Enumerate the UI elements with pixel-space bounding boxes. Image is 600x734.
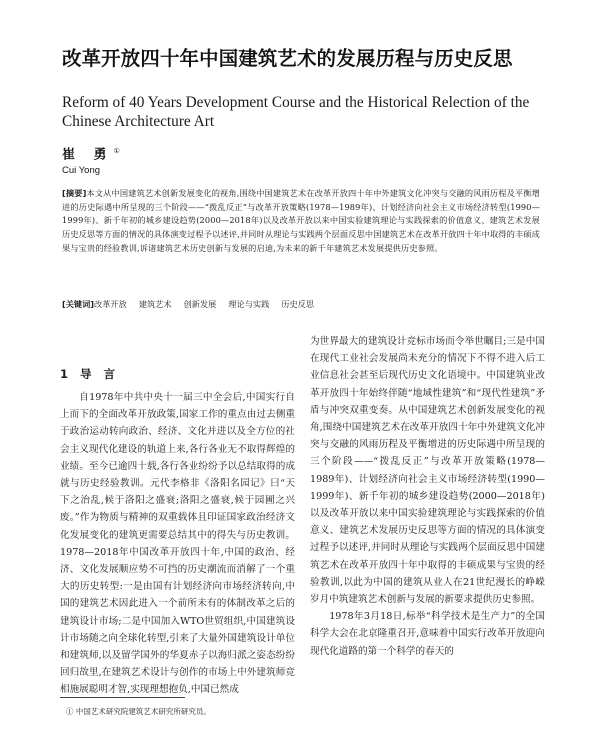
- abstract: [62, 187, 540, 256]
- keyword: 理论与实践: [228, 299, 270, 309]
- body-paragraph: 自1978年中共中央十一届三中全会后,中国实行自上而下的全面改革开放政策,国家工作的重点由过去侧重于政治运动转向政治、经济、文化并进以及全方位的社会主义现代化建设的轨道上来,各行各业无不取得辉煌的业绩。至今已逾四十载,各行各业纷纷予以总结取得的成就与历史经验教训。元代李格非《洛阳名园记》曰“天下之治乱,候于洛阳之盛衰;洛阳之盛衰,候于园圃之兴废。”作为物质与精神的双重载体且印证国家政治经济文化发展变化的建筑更需要总结其中的得失与历史教训。1978—2018年中国改革开放四十年,中国的政治、经济、文化发展顺应势不可挡的历史潮流而消解了一个重大的历史转型:一是由国有计划经济向市场经济转向,中国的建筑艺术因此进入一个前所未有的体制改革之后的建筑设计市场;二是中国加入WTO世贸组织,中国建筑设计市场随之向全球化转型,引来了大量外国建筑设计单位和建筑师,以及留学国外的华夏赤子以海归派之姿态纷纷回归故里,在建筑艺术设计与创作的市场上中外建筑师竞相施展聪明才智,实现理想抱负,中国已然成: [60, 392, 295, 696]
- body-paragraph-continued: 为世界最大的建筑设计竞标市场而令举世瞩目;三是中国在现代工业社会发展尚未充分的情况下不得不进入后工业信息社会甚至后现代历史文化语境中。中国建筑业改革开放四十年始终伴随“地域性建筑”和“现代性建筑”矛盾与冲突双重变奏。从中国建筑艺术创新发展变化的视角,围绕中国建筑艺术在改革开放四十年中外建筑文化冲突与交融的风雨历程及平衡增进的历史际遇中所呈现的三个阶段——“拨乱反正”与改革开放策略(1978—1989年)、计划经济向社会主义市场经济转型(1990—1999年)、新千年初的城乡建设趋势(2000—2018年)以及改革开放以来中国实验建筑理论与实践探索的价值意义、建筑艺术发展历史反思等方面的情况的具体演变过程予以述评,并同时从理论与实践两个层面反思中国建筑艺术在改革开放四十年中取得的丰硕成果与宝贵的经验教训,以此为中国的建筑从业人在21世纪漫长的峥嵘岁月中筑建筑艺术创新与发展的新要求提供历史参照。: [310, 336, 545, 606]
- author-name-english: Cui Yong: [62, 165, 101, 177]
- keyword: 创新发展: [183, 299, 217, 309]
- author-name-text: 崔 勇: [62, 147, 114, 163]
- keyword: 历史反思: [281, 299, 315, 309]
- footnote: ① 中国艺术研究院建筑艺术研究所研究员。: [66, 707, 211, 716]
- keyword: 改革开放: [94, 299, 127, 309]
- abstract-label: [摘要]: [62, 188, 87, 198]
- author-name: [62, 143, 120, 163]
- footnote-rule: [60, 697, 185, 698]
- keywords: [62, 298, 540, 311]
- keywords-label: [关键词]: [62, 299, 95, 309]
- body-column-left: [60, 365, 295, 699]
- author-block: [62, 143, 120, 177]
- keyword: 建筑艺术: [138, 299, 172, 309]
- paper-title: 改革开放四十年中国建筑艺术的发展历程与历史反思: [62, 47, 513, 70]
- body-paragraph: 1978年3月18日,标举“科学技术是生产力”的全国科学大会在北京隆重召开,意味着中国实行改革开放迎向现代化道路的第一个科学的春天的: [310, 611, 545, 657]
- paper-title-english: Reform of 40 Years Development Course and the Historical Relection of the Chinese Architecture Art: [62, 94, 530, 130]
- body-column-right: [310, 333, 545, 660]
- author-footnote-mark: ①: [113, 147, 120, 155]
- section-heading: 1 导 言: [60, 367, 120, 381]
- abstract-text: 本文从中国建筑艺术创新发展变化的视角,围绕中国建筑艺术在改革开放四十年中外建筑文化冲突与交融的风雨历程及平衡增进的历史际遇中所呈现的三个阶段——“拨乱反正”与改革开放策略(1978—1989年)、计划经济向社会主义市场经济转型(1990—1999年)、新千年初的城乡建设趋势(2000—2018年)以及改革开放以来中国实验建筑理论与实践探索的价值意义、建筑艺术发展历史反思等方面的情况的具体演变过程予以述评,并同时从理论与实践两个层面反思中国建筑艺术在改革开放四十年中取得的丰硕成果与宝贵的经验教训,诉诸建筑艺术历史创新与发展的启迪,为未来的新千年建筑艺术发展提供历史参照。: [62, 188, 540, 253]
